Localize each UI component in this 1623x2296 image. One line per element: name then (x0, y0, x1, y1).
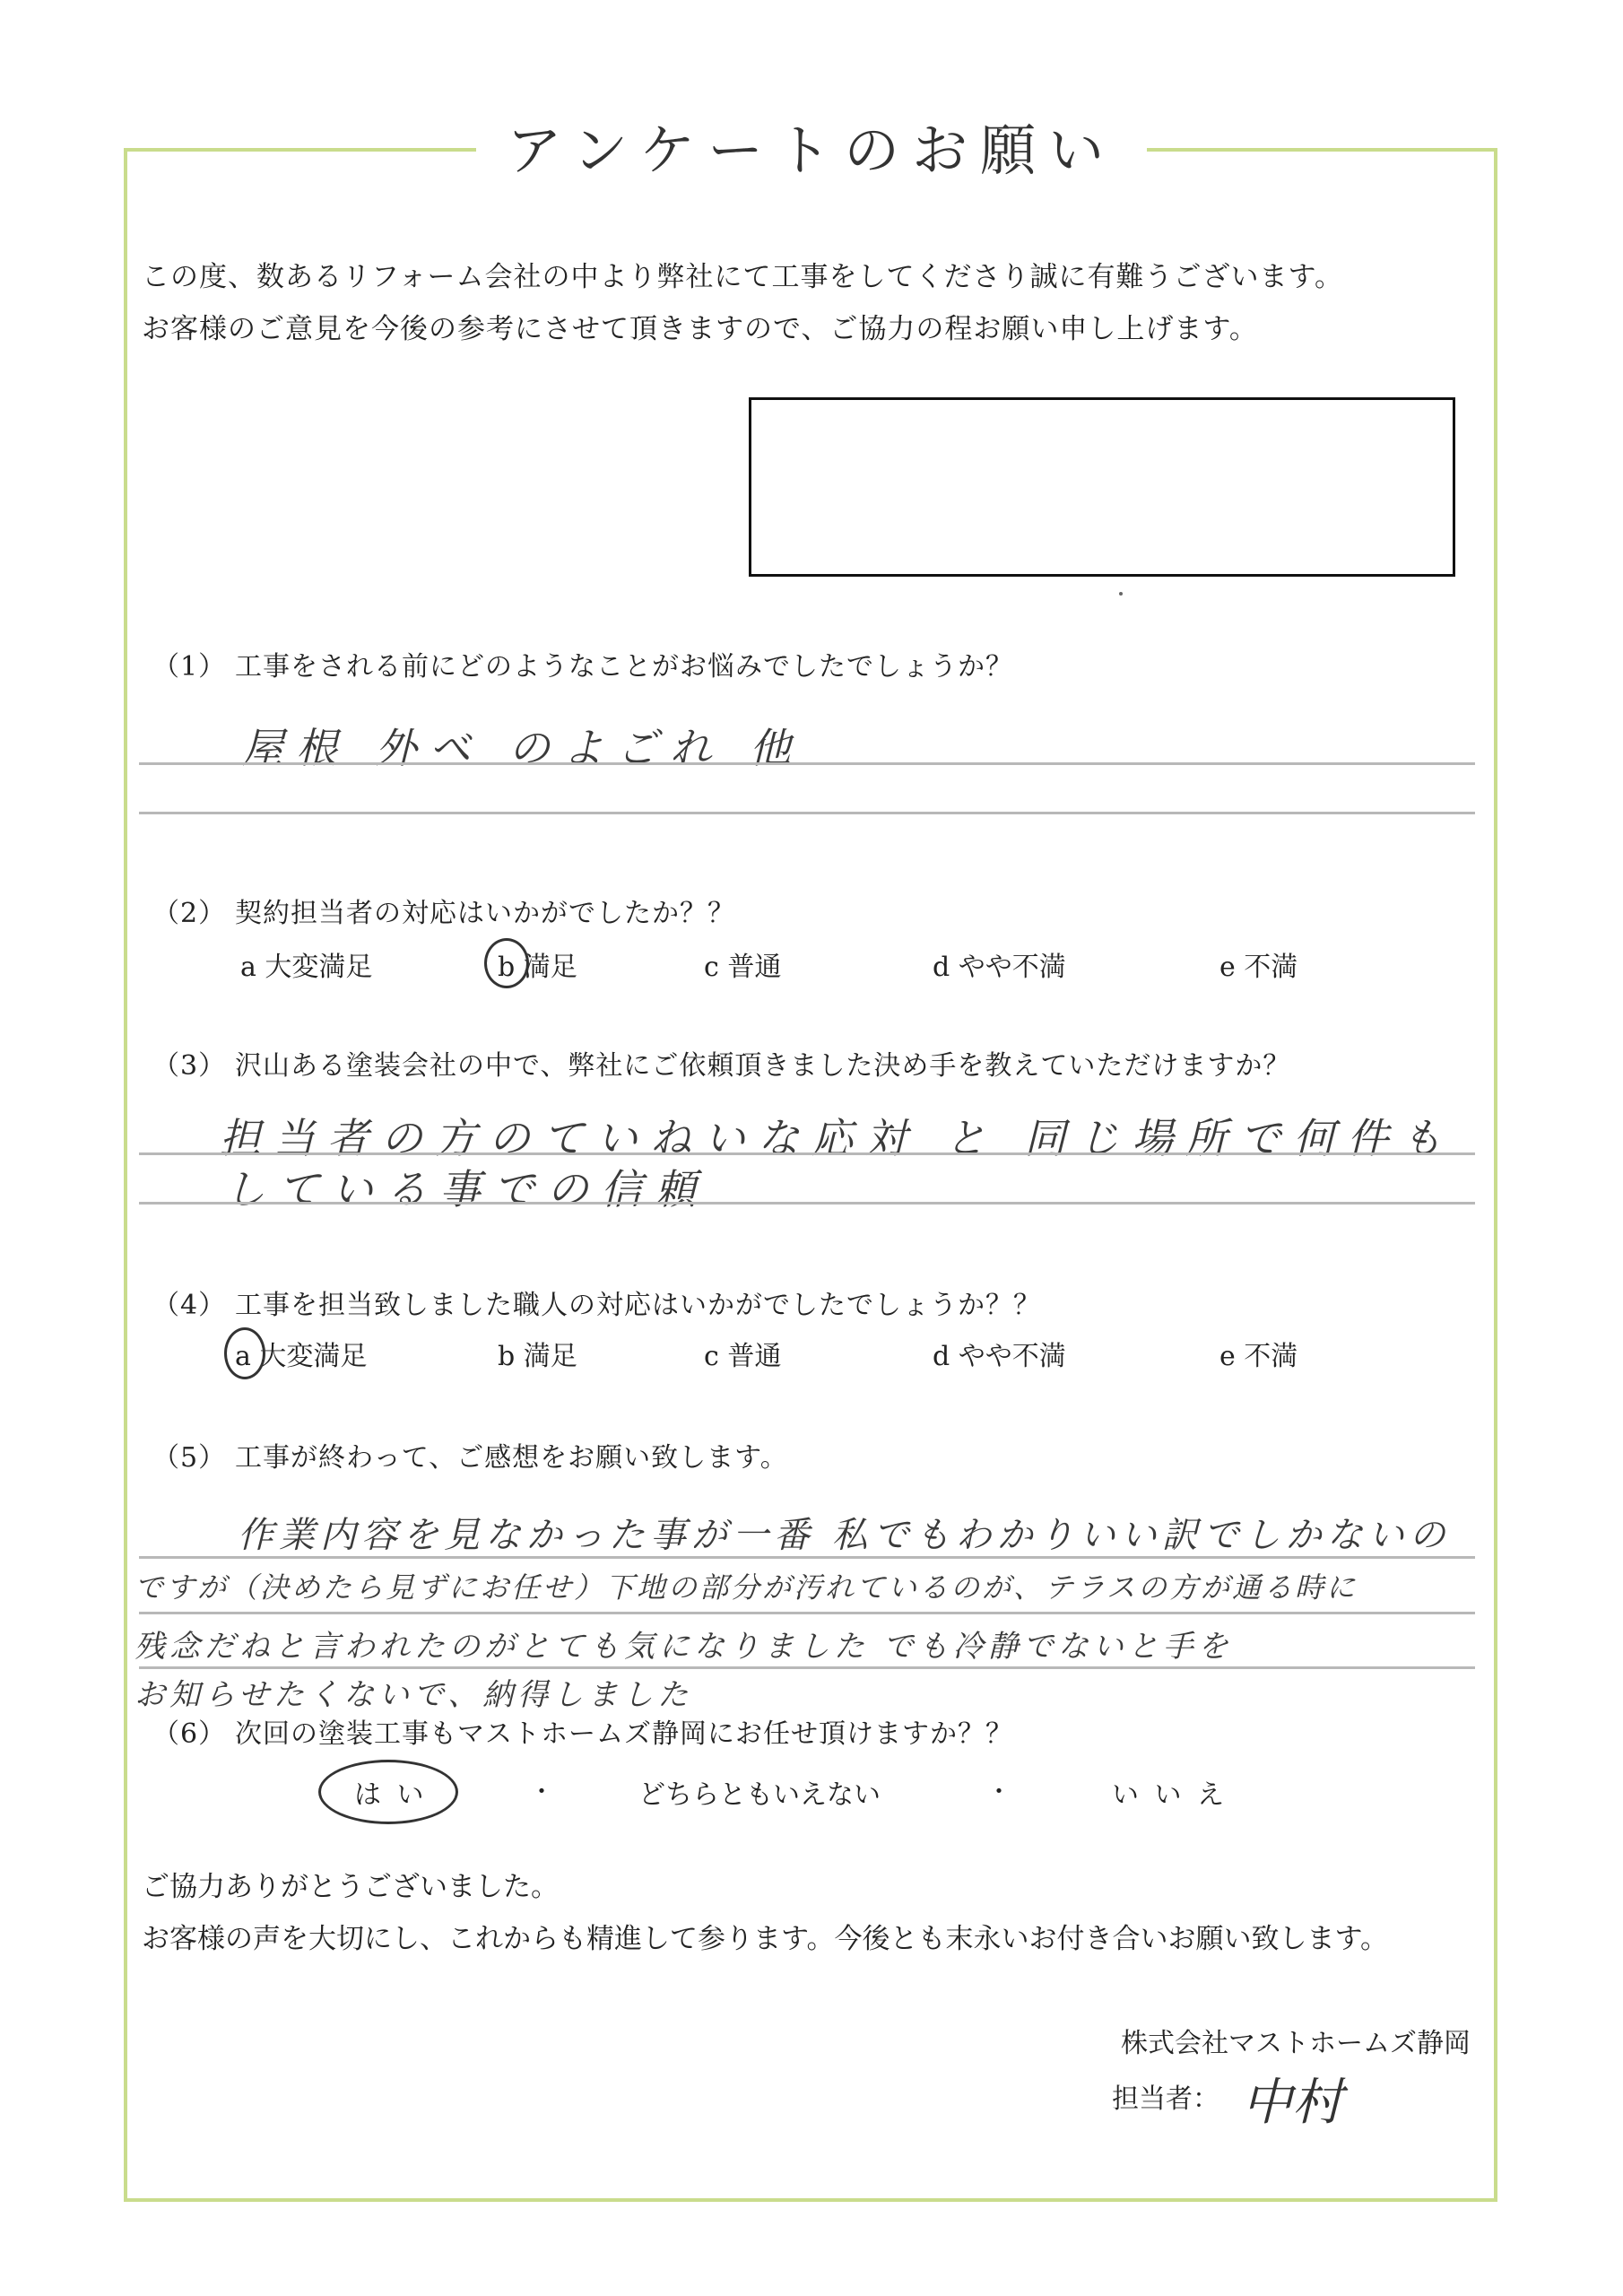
question-3-text: 沢山ある塗装会社の中で、弊社にご依頼頂きました決め手を教えていただけますか？ (235, 1050, 1291, 1082)
option-a[interactable]: a 大変満足 (240, 952, 373, 983)
intro-text (142, 251, 1343, 355)
answer-3-line-1: 担当者の方のていねいな応対 と 同じ場所で何件も (220, 1114, 1455, 1162)
question-5-text: 工事が終わって、ご感想をお願い致します。 (235, 1442, 788, 1474)
intro-line-2: お客様のご意見を今後の参考にさせて頂きますので、ご協力の程お願い申し上げます。 (142, 313, 1258, 345)
question-1 (152, 644, 1013, 683)
answer-5-line-2: ですが（決めたら見ずにお任せ）下地の部分が汚れているのが、テラスの方が通る時に (135, 1570, 1358, 1605)
separator-dot: ・ (529, 1777, 555, 1806)
answer-line (139, 1666, 1475, 1669)
option-e[interactable]: e 不満 (1219, 1341, 1298, 1372)
question-2-text: 契約担当者の対応はいかがでしたか？？ (235, 898, 735, 929)
answer-line (139, 762, 1475, 765)
option-e[interactable]: e 不満 (1219, 952, 1298, 983)
question-6-number: （6） (152, 1718, 227, 1750)
title-area (0, 106, 1623, 186)
company-name: 株式会社マストホームズ静岡 (1121, 2028, 1471, 2059)
closing-line-2: お客様の声を大切にし、これからも精進して参ります。今後とも末永いお付き合いお願い致します。 (142, 1923, 1389, 1955)
option-d[interactable]: d やや不満 (933, 1341, 1066, 1372)
option-neither[interactable]: どちらともいえない (638, 1779, 881, 1811)
question-6 (152, 1711, 1013, 1751)
option-d[interactable]: d やや不満 (933, 952, 1066, 983)
question-5 (152, 1435, 788, 1474)
page-title: アンケートのお願い (476, 106, 1147, 186)
answer-5-line-1: 作業内容を見なかった事が一番 私でもわかりいい訳でしかないの (238, 1515, 1451, 1556)
selected-mark (224, 1327, 265, 1379)
answer-line (139, 1556, 1475, 1559)
answer-line (139, 1202, 1475, 1205)
question-3 (152, 1043, 1290, 1083)
answer-1: 屋根 外ベ のよごれ 他 (242, 724, 803, 772)
question-6-text: 次回の塗装工事もマストホームズ静岡にお任せ頂けますか？？ (235, 1718, 1013, 1750)
question-5-number: （5） (152, 1442, 227, 1474)
option-a[interactable]: a 大変満足 (235, 1341, 368, 1372)
scan-speck (1119, 592, 1123, 596)
answer-3-line-2: している事での信頼 (224, 1165, 708, 1213)
answer-5-line-4: お知らせたくないで、納得しました (135, 1677, 693, 1713)
question-1-number: （1） (152, 651, 227, 683)
question-1-text: 工事をされる前にどのようなことがお悩みでしたでしょうか？ (235, 651, 1013, 683)
answer-line (139, 1612, 1475, 1614)
question-4-number: （4） (152, 1290, 227, 1321)
question-2-number: （2） (152, 898, 227, 929)
answer-5-line-3: 残念だねと言われたのがとても気になりました でも冷静でないと手を (135, 1629, 1233, 1665)
separator-dot: ・ (986, 1777, 1012, 1806)
option-yes[interactable]: は い (354, 1779, 428, 1811)
option-c[interactable]: c 普通 (704, 1341, 782, 1372)
question-3-number: （3） (152, 1050, 227, 1082)
staff-label: 担当者： (1112, 2083, 1219, 2115)
question-4-text: 工事を担当致しました職人の対応はいかがでしたでしょうか？？ (235, 1290, 1041, 1321)
answer-line (139, 1152, 1475, 1155)
customer-name-box (749, 397, 1455, 577)
option-c[interactable]: c 普通 (704, 952, 782, 983)
intro-line-1: この度、数あるリフォーム会社の中より弊社にて工事をしてくださり誠に有難うございます。 (142, 261, 1343, 293)
question-2 (152, 891, 735, 930)
closing-line-1: ご協力ありがとうございました。 (142, 1871, 559, 1903)
closing-text (142, 1861, 1388, 1965)
answer-line (139, 812, 1475, 814)
option-b[interactable]: b 満足 (498, 952, 577, 983)
question-4 (152, 1283, 1041, 1322)
option-b[interactable]: b 満足 (498, 1341, 577, 1372)
selected-mark (318, 1760, 458, 1824)
staff-signature: 中村 (1242, 2074, 1342, 2132)
option-no[interactable]: い い え (1112, 1779, 1228, 1811)
selected-mark (484, 938, 529, 988)
